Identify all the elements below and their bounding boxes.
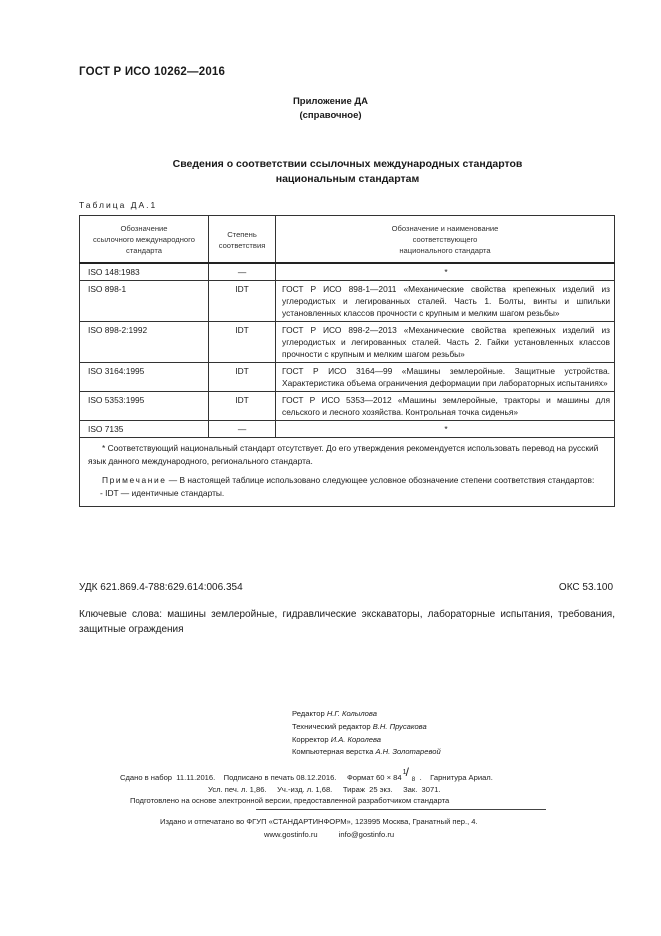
header-text: ссылочного международного: [93, 235, 195, 244]
table-notes-row: [80, 438, 615, 507]
credit-role: Технический редактор: [292, 721, 373, 731]
cell-degree: IDT: [209, 322, 276, 363]
table-row: [80, 263, 615, 281]
note-text: — В настоящей таблице использовано следующее условное обозначение степени соответствия стандартов:: [166, 475, 595, 485]
header-text: национального стандарта: [399, 246, 491, 255]
reference-table: [79, 215, 615, 507]
cell-ref: ISO 5353:1995: [80, 392, 209, 421]
note-item: - IDT — идентичные стандарты.: [100, 488, 225, 498]
table-note: [88, 474, 606, 487]
cell-national: ГОСТ Р ИСО 3164—99 «Машины землеройные. Защитные устройства. Характеристика объема ограничения деформации при лабораторных испытаниях»: [276, 363, 615, 392]
cell-national: *: [276, 263, 615, 281]
credit-proofreader: [292, 734, 441, 747]
cell-ref: ISO 3164:1995: [80, 363, 209, 392]
header-text: стандарта: [126, 246, 162, 255]
table-header-row: [80, 216, 615, 264]
credit-name: В.Н. Прусакова: [372, 721, 427, 731]
cell-degree: IDT: [209, 392, 276, 421]
udk-code: УДК 621.869.4-788:629.614:006.354: [79, 582, 243, 593]
credit-role: Компьютерная верстка: [292, 747, 376, 757]
header-text: Степень: [227, 229, 257, 239]
fraction-denominator: 8: [411, 776, 416, 783]
table-footnote: * Соответствующий национальный стандарт отсутствует. До его утверждения рекомендуется использовать перевод на русский язык данного международного, регионального стандарта.: [88, 443, 599, 466]
cell-ref: ISO 148:1983: [80, 263, 209, 281]
header-text: соответствующего: [412, 235, 478, 244]
pub-line-2: Усл. печ. л. 1,86. Уч.-изд. л. 1,68. Тираж 25 экз. Зак. 3071.: [208, 785, 441, 794]
credit-layout: [292, 746, 441, 759]
pub-line-4: Издано и отпечатано во ФГУП «СТАНДАРТИНФОРМ», 123995 Москва, Гранатный пер., 4.: [160, 817, 478, 826]
appendix-heading: [0, 95, 661, 123]
section-title: [0, 157, 661, 187]
header-text: Обозначение и наименование: [391, 224, 499, 233]
table-row: [80, 363, 615, 392]
section-title-line1: Сведения о соответствии ссылочных международных стандартов: [172, 158, 523, 170]
cell-degree: —: [209, 263, 276, 281]
cell-national: *: [276, 421, 615, 438]
credit-name: И.А. Королева: [330, 734, 382, 744]
pub-text: Сдано в набор 11.11.2016. Подписано в печать 08.12.2016. Формат 60 × 84: [120, 773, 402, 782]
cell-degree: IDT: [209, 281, 276, 322]
fraction-numerator: 1: [402, 769, 407, 776]
pub-text: . Гарнитура Ариал.: [419, 773, 493, 782]
oks-code: ОКС 53.100: [558, 582, 613, 593]
table-row: [80, 392, 615, 421]
cell-ref: ISO 7135: [80, 421, 209, 438]
credit-name: А.Н. Золотаревой: [375, 747, 441, 757]
header-text: Обозначение: [120, 224, 168, 233]
note-label: Примечание: [102, 475, 167, 485]
credit-role: Редактор: [292, 709, 327, 718]
pub-line-5: www.gostinfo.ru info@gostinfo.ru: [264, 830, 395, 839]
section-title-line2: национальным стандартам: [275, 173, 420, 185]
header-degree: [209, 216, 276, 264]
cell-degree: IDT: [209, 363, 276, 392]
format-fraction: 1 / 8: [402, 770, 420, 782]
table-label: Таблица ДА.1: [79, 200, 158, 210]
appendix-subtitle: (справочное): [299, 110, 362, 121]
header-national-standard: [276, 216, 615, 264]
appendix-title: Приложение ДА: [292, 96, 369, 107]
credits: [292, 708, 441, 759]
cell-ref: ISO 898-1: [80, 281, 209, 322]
keywords: Ключевые слова: машины землеройные, гидравлические экскаваторы, лабораторные испытания, требования, защитные ограждения: [79, 609, 615, 635]
credit-tech-editor: [292, 721, 441, 734]
table-row: [80, 281, 615, 322]
cell-national: ГОСТ Р ИСО 898-2—2013 «Механические свойства крепежных изделий из углеродистых и легированных сталей. Часть 2. Гайки установленных классов прочности с крупным и мелким шагом резьбы»: [276, 322, 615, 363]
pub-line-1: [120, 765, 493, 785]
document-code: ГОСТ Р ИСО 10262—2016: [79, 66, 226, 78]
divider: [256, 809, 546, 810]
credit-role: Корректор: [292, 734, 331, 744]
cell-national: ГОСТ Р ИСО 898-1—2011 «Механические свойства крепежных изделий из углеродистых и легированных сталей. Часть 1. Болты, винты и шпильки установленных классов прочности с крупным и мелким шагом резьбы»: [276, 281, 615, 322]
table-notes: [80, 438, 615, 507]
credit-editor: [292, 708, 441, 721]
cell-degree: —: [209, 421, 276, 438]
header-text: соответствия: [218, 240, 266, 250]
table-row: [80, 421, 615, 438]
pub-line-3: Подготовлено на основе электронной версии, предоставленной разработчиком стандарта: [130, 796, 450, 805]
cell-national: ГОСТ Р ИСО 5353—2012 «Машины землеройные, тракторы и машины для сельского и лесного хозяйства. Контрольная точка сиденья»: [276, 392, 615, 421]
credit-name: Н.Г. Колылова: [326, 709, 377, 718]
header-international-standard: [80, 216, 209, 264]
cell-ref: ISO 898-2:1992: [80, 322, 209, 363]
table-row: [80, 322, 615, 363]
